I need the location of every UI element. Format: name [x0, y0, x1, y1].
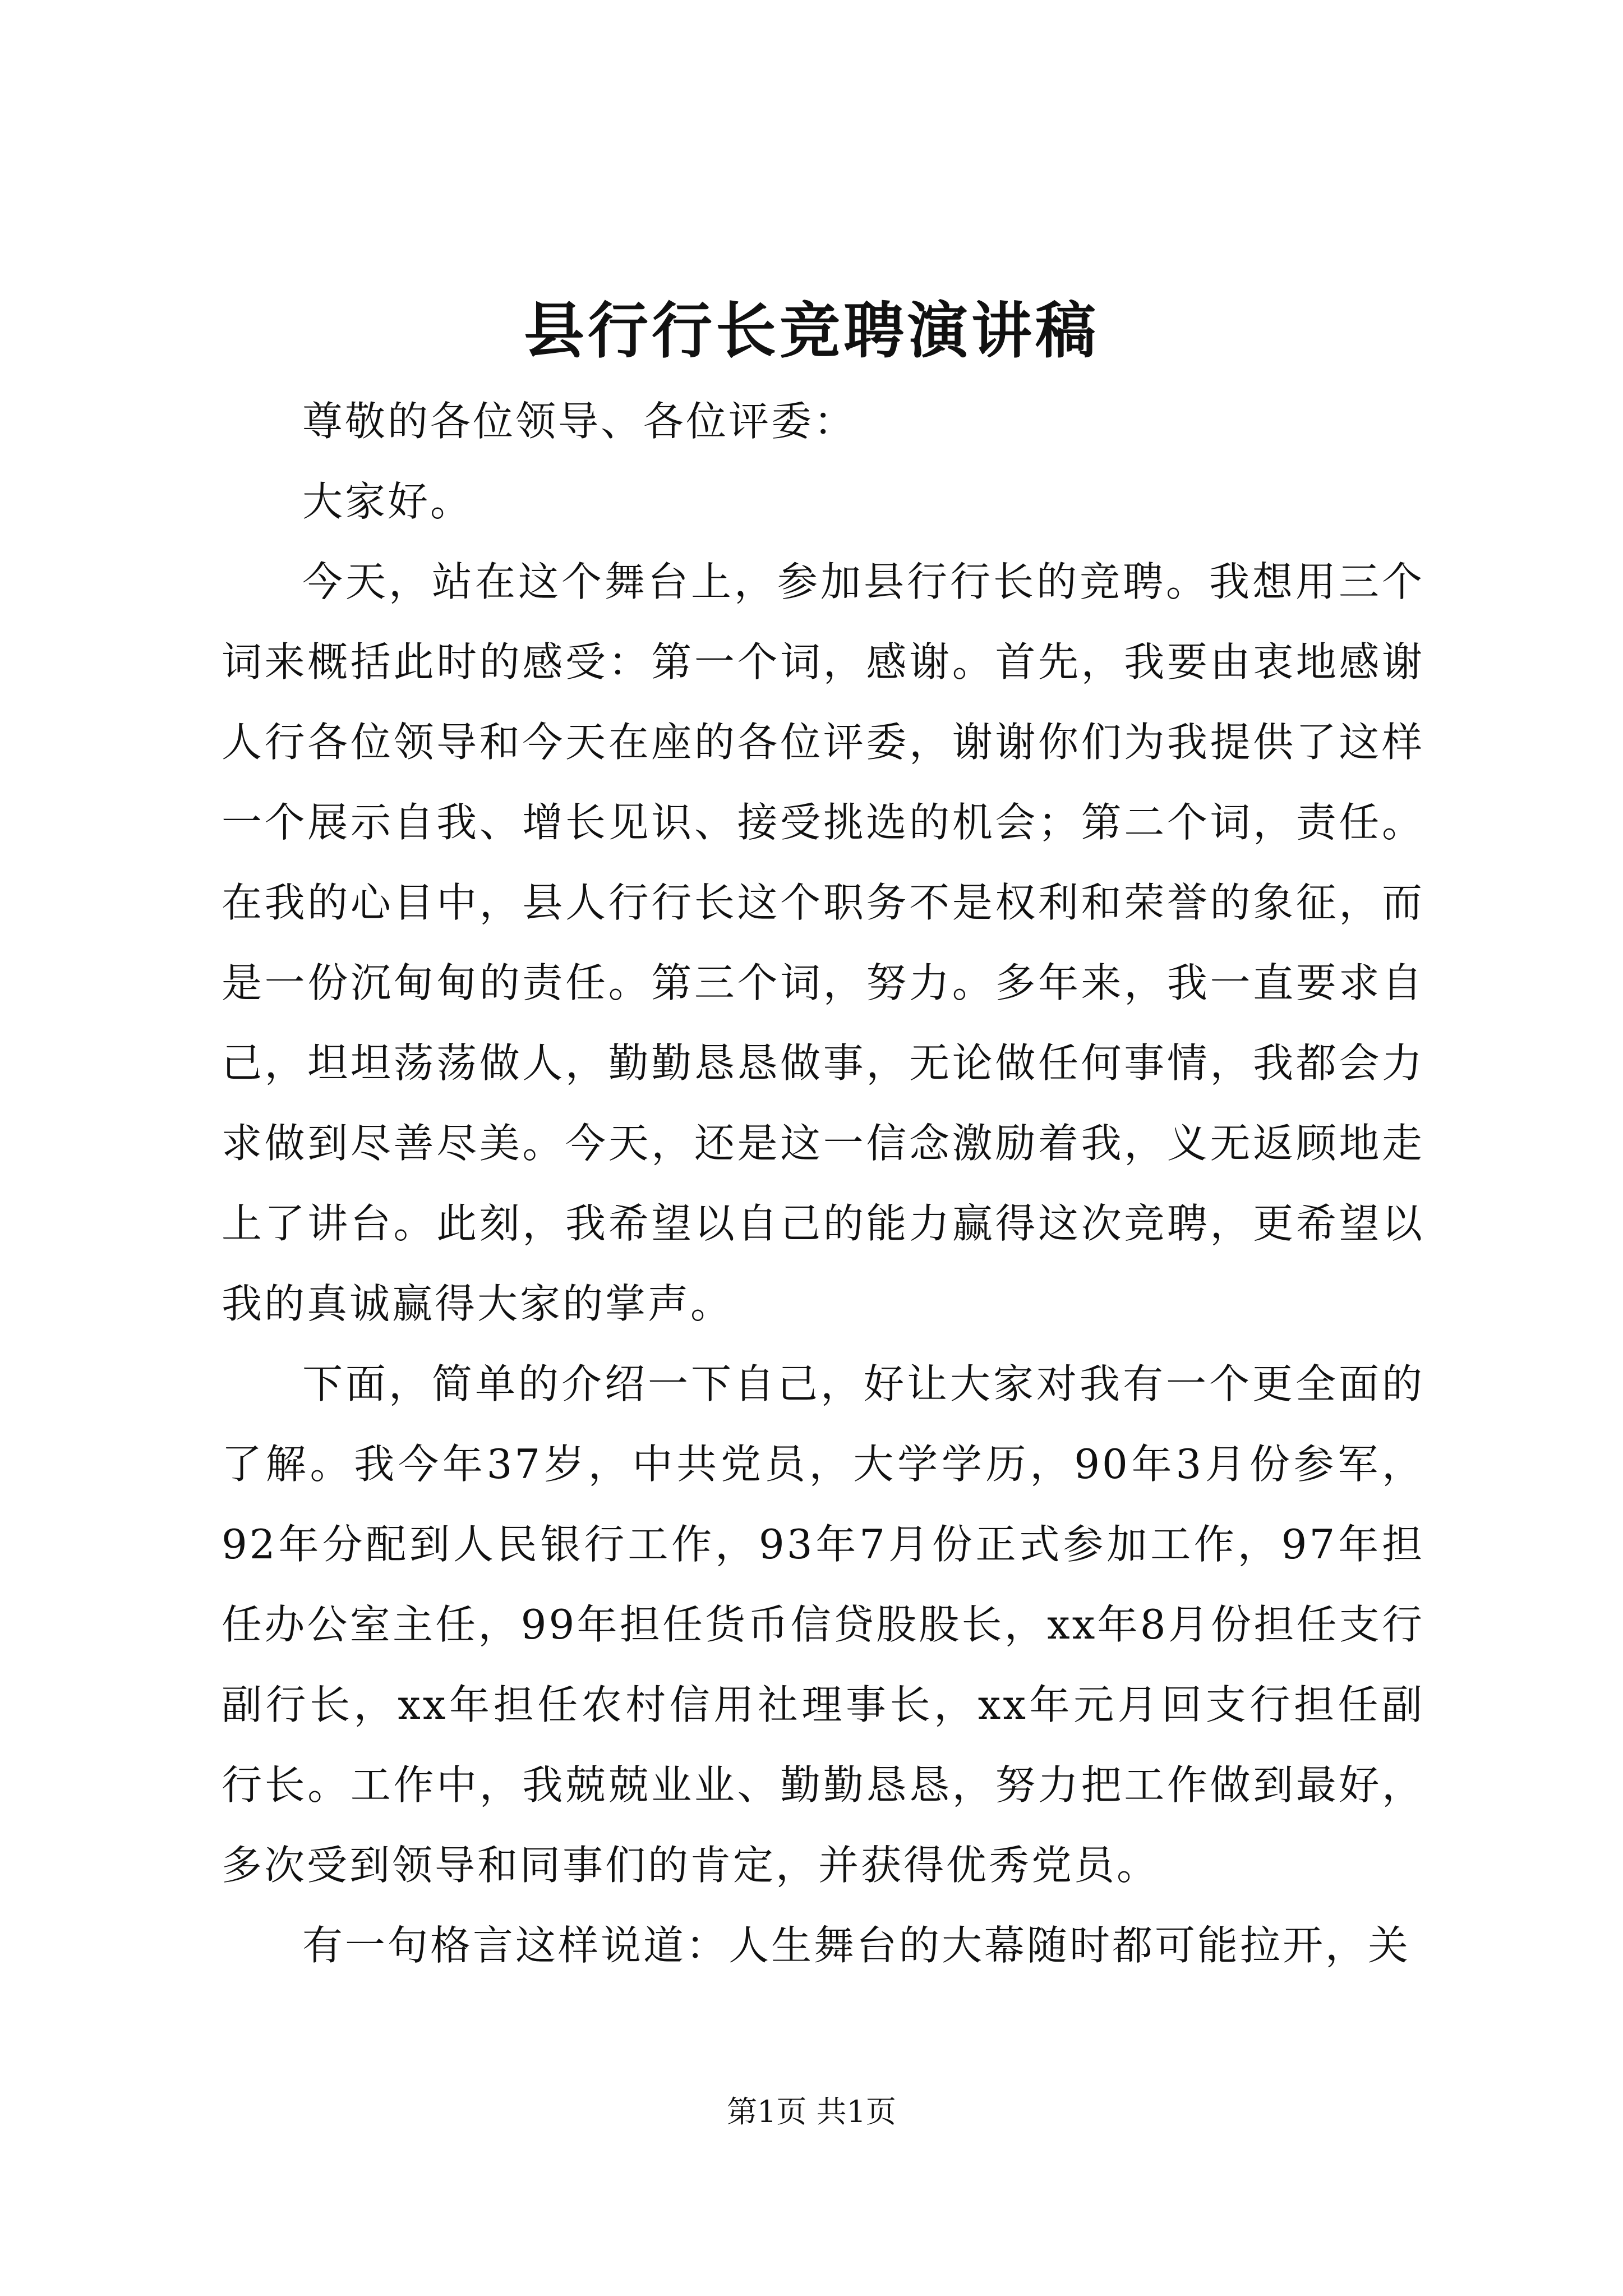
salutation-paragraph: 尊敬的各位领导、各位评委： — [302, 398, 857, 445]
body-paragraph: 有一句格言这样说道：人生舞台的大幕随时都可能拉开，关 — [302, 1922, 1411, 1969]
document-body — [222, 381, 1424, 1986]
body-paragraph: 下面，简单的介绍一下自己，好让大家对我有一个更全面的了解。我今年37岁，中共党员，大学学历，90年3月份参军，92年分配到人民银行工作，93年7月份正式参加工作，97年担任办公室主任，99年担任货币信贷股股长，xx年8月份担任支行副行长，xx年担任农村信用社理事长，xx年元月回支行担任副行长。工作中，我兢兢业业、勤勤恳恳，努力把工作做到最好，多次受到领导和同事们的肯定，并获得优秀党员。 — [222, 1360, 1424, 1889]
document-title: 县行行长竞聘演讲稿 — [523, 296, 1099, 366]
page-number-footer: 第1页 共1页 — [727, 2094, 896, 2129]
greeting-paragraph: 大家好。 — [302, 478, 473, 525]
body-paragraph: 今天，站在这个舞台上，参加县行行长的竞聘。我想用三个词来概括此时的感受：第一个词，感谢。首先，我要由衷地感谢人行各位领导和今天在座的各位评委，谢谢你们为我提供了这样一个展示自我、增长见识、接受挑选的机会；第二个词，责任。在我的心目中，县人行行长这个职务不是权利和荣誉的象征，而是一份沉甸甸的责任。第三个词，努力。多年来，我一直要求自己，坦坦荡荡做人，勤勤恳恳做事，无论做任何事情，我都会力求做到尽善尽美。今天，还是这一信念激励着我，义无返顾地走上了讲台。此刻，我希望以自己的能力赢得这次竞聘，更希望以我的真诚赢得大家的掌声。 — [222, 558, 1424, 1327]
